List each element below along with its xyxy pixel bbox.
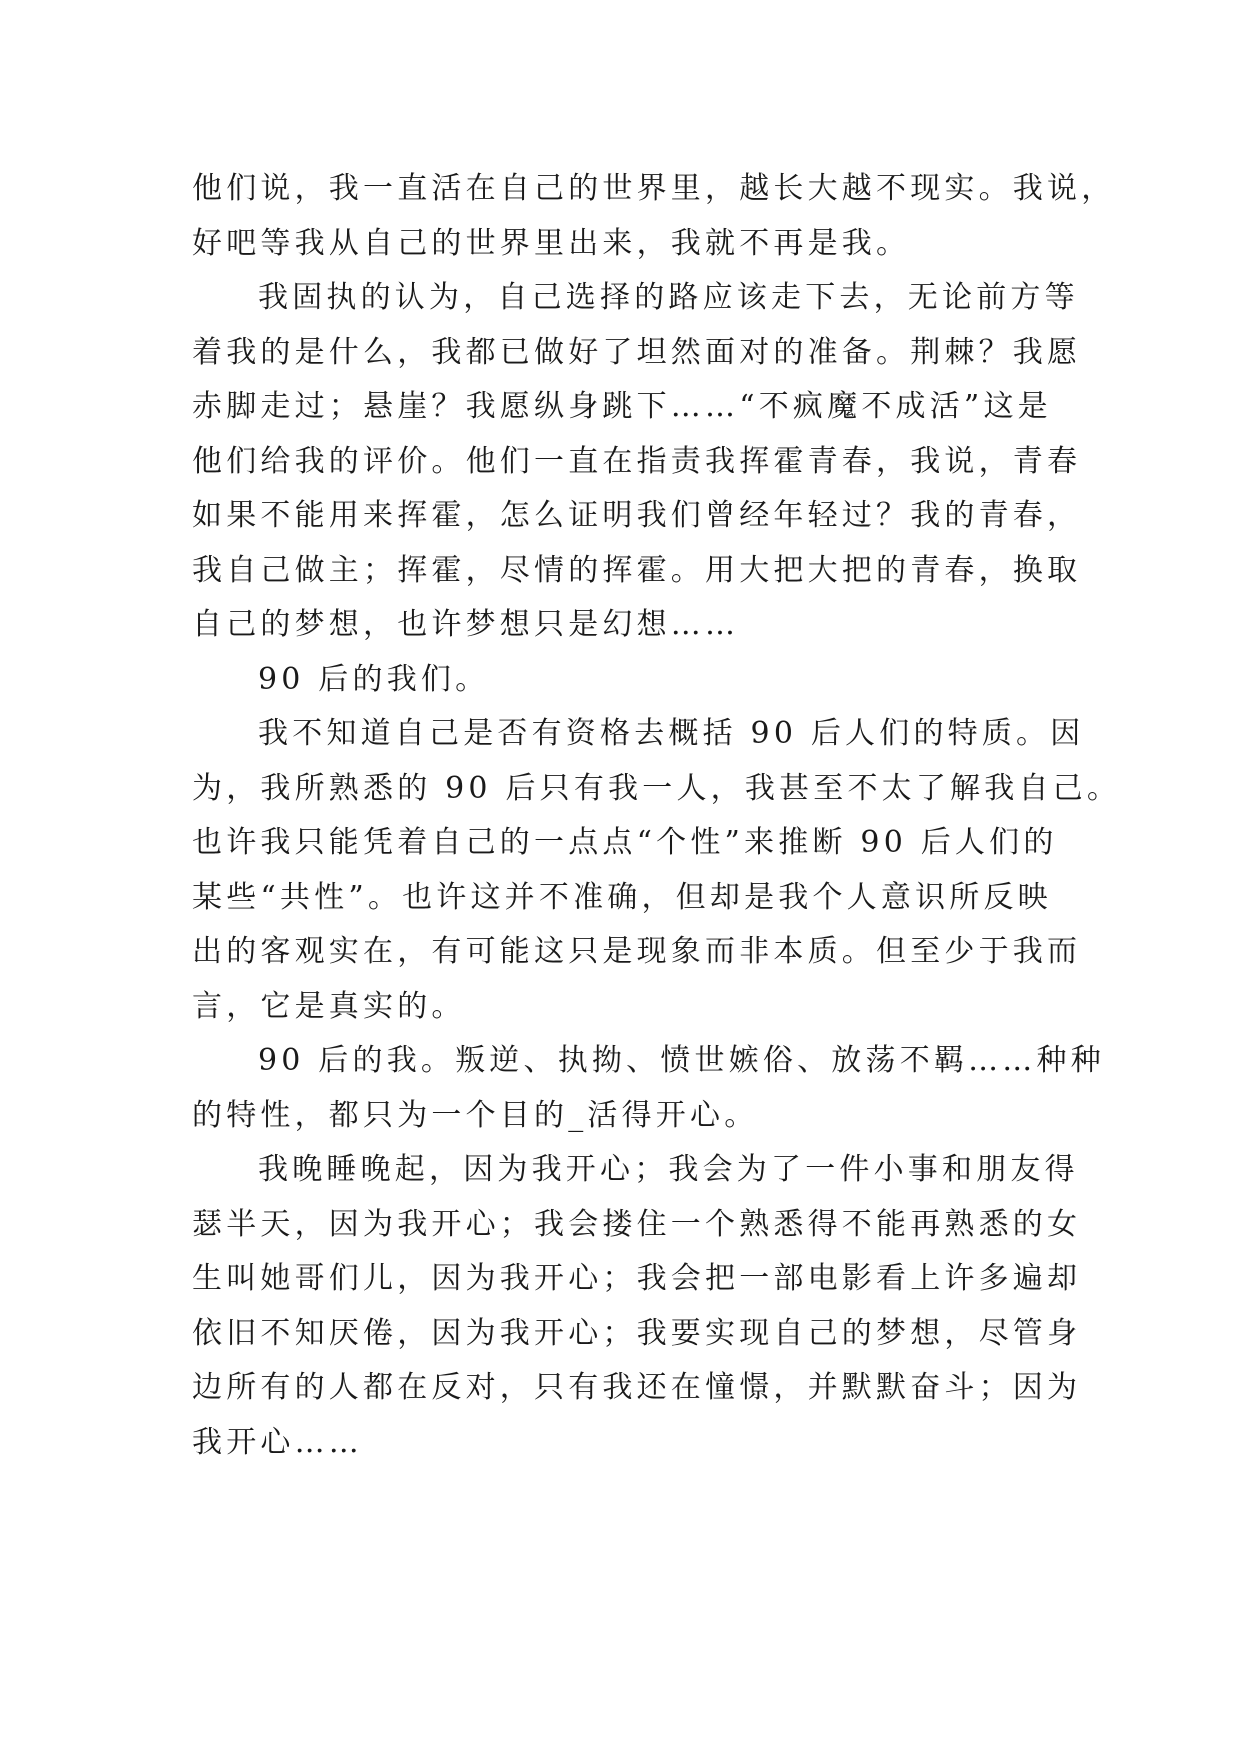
paragraph-5 — [192, 1034, 1105, 1143]
text-line: 我固执的认为，自己选择的路应该走下去，无论前方等 — [258, 280, 1079, 315]
text-line: 我晚睡晚起，因为我开心；我会为了一件小事和朋友得 — [258, 1152, 1079, 1187]
text-line: 90 后的我们。 — [258, 661, 490, 697]
text-line: 生叫她哥们儿，因为我开心；我会把一部电影看上许多遍却 — [192, 1261, 1082, 1296]
paragraph-4 — [192, 707, 1122, 1034]
text-line: 自己的梦想，也许梦想只是幻想…… — [192, 607, 740, 642]
document-body — [192, 162, 1122, 1470]
text-line: 好吧等我从自己的世界里出来，我就不再是我。 — [192, 225, 911, 261]
text-line: 赤脚走过；悬崖？我愿纵身跳下……“不疯魔不成活”这是 — [192, 389, 1052, 424]
paragraph-1 — [192, 162, 1116, 271]
text-line: 的特性，都只为一个目的_活得开心。 — [192, 1097, 759, 1133]
text-line: 90 后的我。叛逆、执拗、愤世嫉俗、放荡不羁……种种 — [258, 1043, 1105, 1078]
text-line: 我不知道自己是否有资格去概括 90 后人们的特质。因 — [258, 716, 1085, 751]
paragraph-3 — [192, 653, 1072, 708]
text-line: 边所有的人都在反对，只有我还在憧憬，并默默奋斗；因为 — [192, 1370, 1082, 1405]
paragraph-2 — [192, 271, 1082, 653]
text-line: 某些“共性”。也许这并不准确，但却是我个人意识所反映 — [192, 879, 1052, 915]
text-line: 他们说，我一直活在自己的世界里，越长大越不现实。我说， — [192, 171, 1116, 206]
text-line: 着我的是什么，我都已做好了坦然面对的准备。荆棘？我愿 — [192, 334, 1082, 370]
paragraph-6 — [192, 1143, 1082, 1470]
text-line: 他们给我的评价。他们一直在指责我挥霍青春，我说，青春 — [192, 443, 1082, 479]
text-line: 瑟半天，因为我开心；我会搂住一个熟悉得不能再熟悉的女 — [192, 1206, 1082, 1242]
text-line: 我开心…… — [192, 1424, 363, 1460]
text-line: 为，我所熟悉的 90 后只有我一人，我甚至不太了解我自己。 — [192, 770, 1122, 806]
text-line: 出的客观实在，有可能这只是现象而非本质。但至少于我而 — [192, 934, 1082, 969]
text-line: 言，它是真实的。 — [192, 988, 466, 1024]
text-line: 依旧不知厌倦，因为我开心；我要实现自己的梦想，尽管身 — [192, 1315, 1082, 1351]
text-line: 也许我只能凭着自己的一点点“个性”来推断 90 后人们的 — [192, 825, 1058, 860]
text-line: 我自己做主；挥霍，尽情的挥霍。用大把大把的青春，换取 — [192, 552, 1082, 588]
text-line: 如果不能用来挥霍，怎么证明我们曾经年轻过？我的青春， — [192, 498, 1082, 533]
